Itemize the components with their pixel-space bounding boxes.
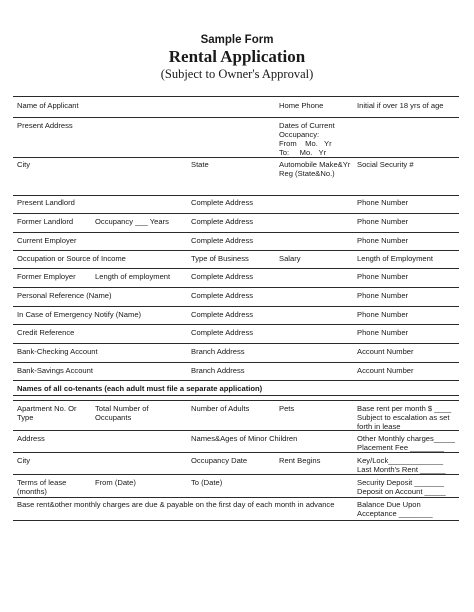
field-label: Complete Address bbox=[191, 291, 254, 300]
field-label: Current Employer bbox=[17, 236, 77, 245]
field-label: Former Landlord bbox=[17, 217, 74, 226]
divider bbox=[13, 96, 459, 97]
field-label: Pets bbox=[279, 404, 295, 413]
field-label: Length of employment bbox=[95, 272, 171, 281]
divider bbox=[13, 380, 459, 381]
field-label: Phone Number bbox=[357, 198, 409, 207]
field-label: Complete Address bbox=[191, 272, 254, 281]
field-label: Bank-Savings Account bbox=[17, 366, 93, 375]
form-label: Sample Form bbox=[200, 34, 274, 46]
field-label: Deposit on Account _____ bbox=[357, 487, 446, 496]
field-label: State bbox=[191, 160, 209, 169]
field-label: Other Monthly charges_____ bbox=[357, 434, 455, 443]
field-label: Dates of Current bbox=[279, 121, 335, 130]
field-label: Complete Address bbox=[191, 217, 254, 226]
field-label: Present Address bbox=[17, 121, 73, 130]
field-label: Type of Business bbox=[191, 254, 249, 263]
field-label: Last Month's Rent ______ bbox=[357, 465, 446, 474]
divider bbox=[13, 400, 459, 401]
form-subtitle: (Subject to Owner's Approval) bbox=[160, 67, 314, 81]
field-label: Placement Fee ________ bbox=[357, 443, 444, 452]
divider bbox=[13, 287, 459, 288]
divider bbox=[13, 520, 459, 521]
divider bbox=[13, 157, 459, 158]
field-label: Present Landlord bbox=[17, 198, 75, 207]
field-label: forth in lease bbox=[357, 422, 401, 431]
field-label: Social Security # bbox=[357, 160, 414, 169]
field-label: Security Deposit _______ bbox=[357, 478, 444, 487]
divider bbox=[13, 497, 459, 498]
payment-terms-text: Base rent&other monthly charges are due & payable on the first day of each month in advance bbox=[17, 500, 335, 509]
divider bbox=[13, 213, 459, 214]
field-label: Complete Address bbox=[191, 328, 254, 337]
field-label: Bank-Checking Account bbox=[17, 347, 98, 356]
field-label: Phone Number bbox=[357, 310, 409, 319]
field-label: To (Date) bbox=[191, 478, 223, 487]
divider bbox=[13, 268, 459, 269]
divider bbox=[13, 343, 459, 344]
field-label: From (Date) bbox=[95, 478, 136, 487]
cotenants-heading: Names of all co-tenants (each adult must file a separate application) bbox=[17, 384, 263, 393]
field-label: Complete Address bbox=[191, 310, 254, 319]
field-label: Key/Lock_____________ bbox=[357, 456, 444, 465]
divider bbox=[13, 232, 459, 233]
field-label: Credit Reference bbox=[17, 328, 75, 337]
field-label: Balance Due Upon bbox=[357, 500, 421, 509]
field-label: Name of Applicant bbox=[17, 101, 79, 110]
field-label: Branch Address bbox=[191, 366, 245, 375]
field-label: Automobile Make&Yr bbox=[279, 160, 351, 169]
field-label: Length of Employment bbox=[357, 254, 433, 263]
field-label: Base rent per month $ ____ bbox=[357, 404, 452, 413]
field-label: Complete Address bbox=[191, 236, 254, 245]
field-label: Home Phone bbox=[279, 101, 324, 110]
field-label: Phone Number bbox=[357, 236, 409, 245]
field-label: Occupancy ___ Years bbox=[95, 217, 169, 226]
field-label: Occupancy Date bbox=[191, 456, 248, 465]
field-label: In Case of Emergency Notify (Name) bbox=[17, 310, 142, 319]
divider bbox=[13, 430, 459, 431]
divider bbox=[13, 395, 459, 396]
field-label: Personal Reference (Name) bbox=[17, 291, 112, 300]
divider bbox=[13, 474, 459, 475]
divider bbox=[13, 306, 459, 307]
field-label: (months) bbox=[17, 487, 47, 496]
field-label: Names&Ages of Minor Children bbox=[191, 434, 298, 443]
field-label: Reg (State&No.) bbox=[279, 169, 335, 178]
field-label: Account Number bbox=[357, 347, 414, 356]
field-label: Account Number bbox=[357, 366, 414, 375]
field-label: Occupation or Source of Income bbox=[17, 254, 126, 263]
divider bbox=[13, 452, 459, 453]
field-label: Occupancy: bbox=[279, 130, 320, 139]
field-label: Former Employer bbox=[17, 272, 76, 281]
divider bbox=[13, 324, 459, 325]
field-label: City bbox=[17, 456, 31, 465]
field-label: Branch Address bbox=[191, 347, 245, 356]
field-label: Complete Address bbox=[191, 198, 254, 207]
field-label: Phone Number bbox=[357, 328, 409, 337]
divider bbox=[13, 250, 459, 251]
field-label: Type bbox=[17, 413, 34, 422]
field-label: Address bbox=[17, 434, 45, 443]
field-label: Subject to escalation as set bbox=[357, 413, 450, 422]
field-label: Salary bbox=[279, 254, 301, 263]
field-label: Total Number of bbox=[95, 404, 149, 413]
field-label: From Mo. Yr bbox=[279, 139, 332, 148]
divider bbox=[13, 362, 459, 363]
field-label: Apartment No. Or bbox=[17, 404, 77, 413]
divider bbox=[13, 195, 459, 196]
divider bbox=[13, 117, 459, 118]
form-title: Rental Application bbox=[168, 47, 306, 66]
field-label: Phone Number bbox=[357, 291, 409, 300]
field-label: Acceptance ________ bbox=[357, 509, 433, 518]
field-label: Terms of lease bbox=[17, 478, 67, 487]
field-label: Number of Adults bbox=[191, 404, 250, 413]
field-label: Rent Begins bbox=[279, 456, 321, 465]
field-label: City bbox=[17, 160, 31, 169]
field-label: Phone Number bbox=[357, 272, 409, 281]
field-label: To: Mo. Yr bbox=[279, 148, 327, 157]
field-label: Phone Number bbox=[357, 217, 409, 226]
field-label: Occupants bbox=[95, 413, 132, 422]
field-label: Initial if over 18 yrs of age bbox=[357, 101, 444, 110]
